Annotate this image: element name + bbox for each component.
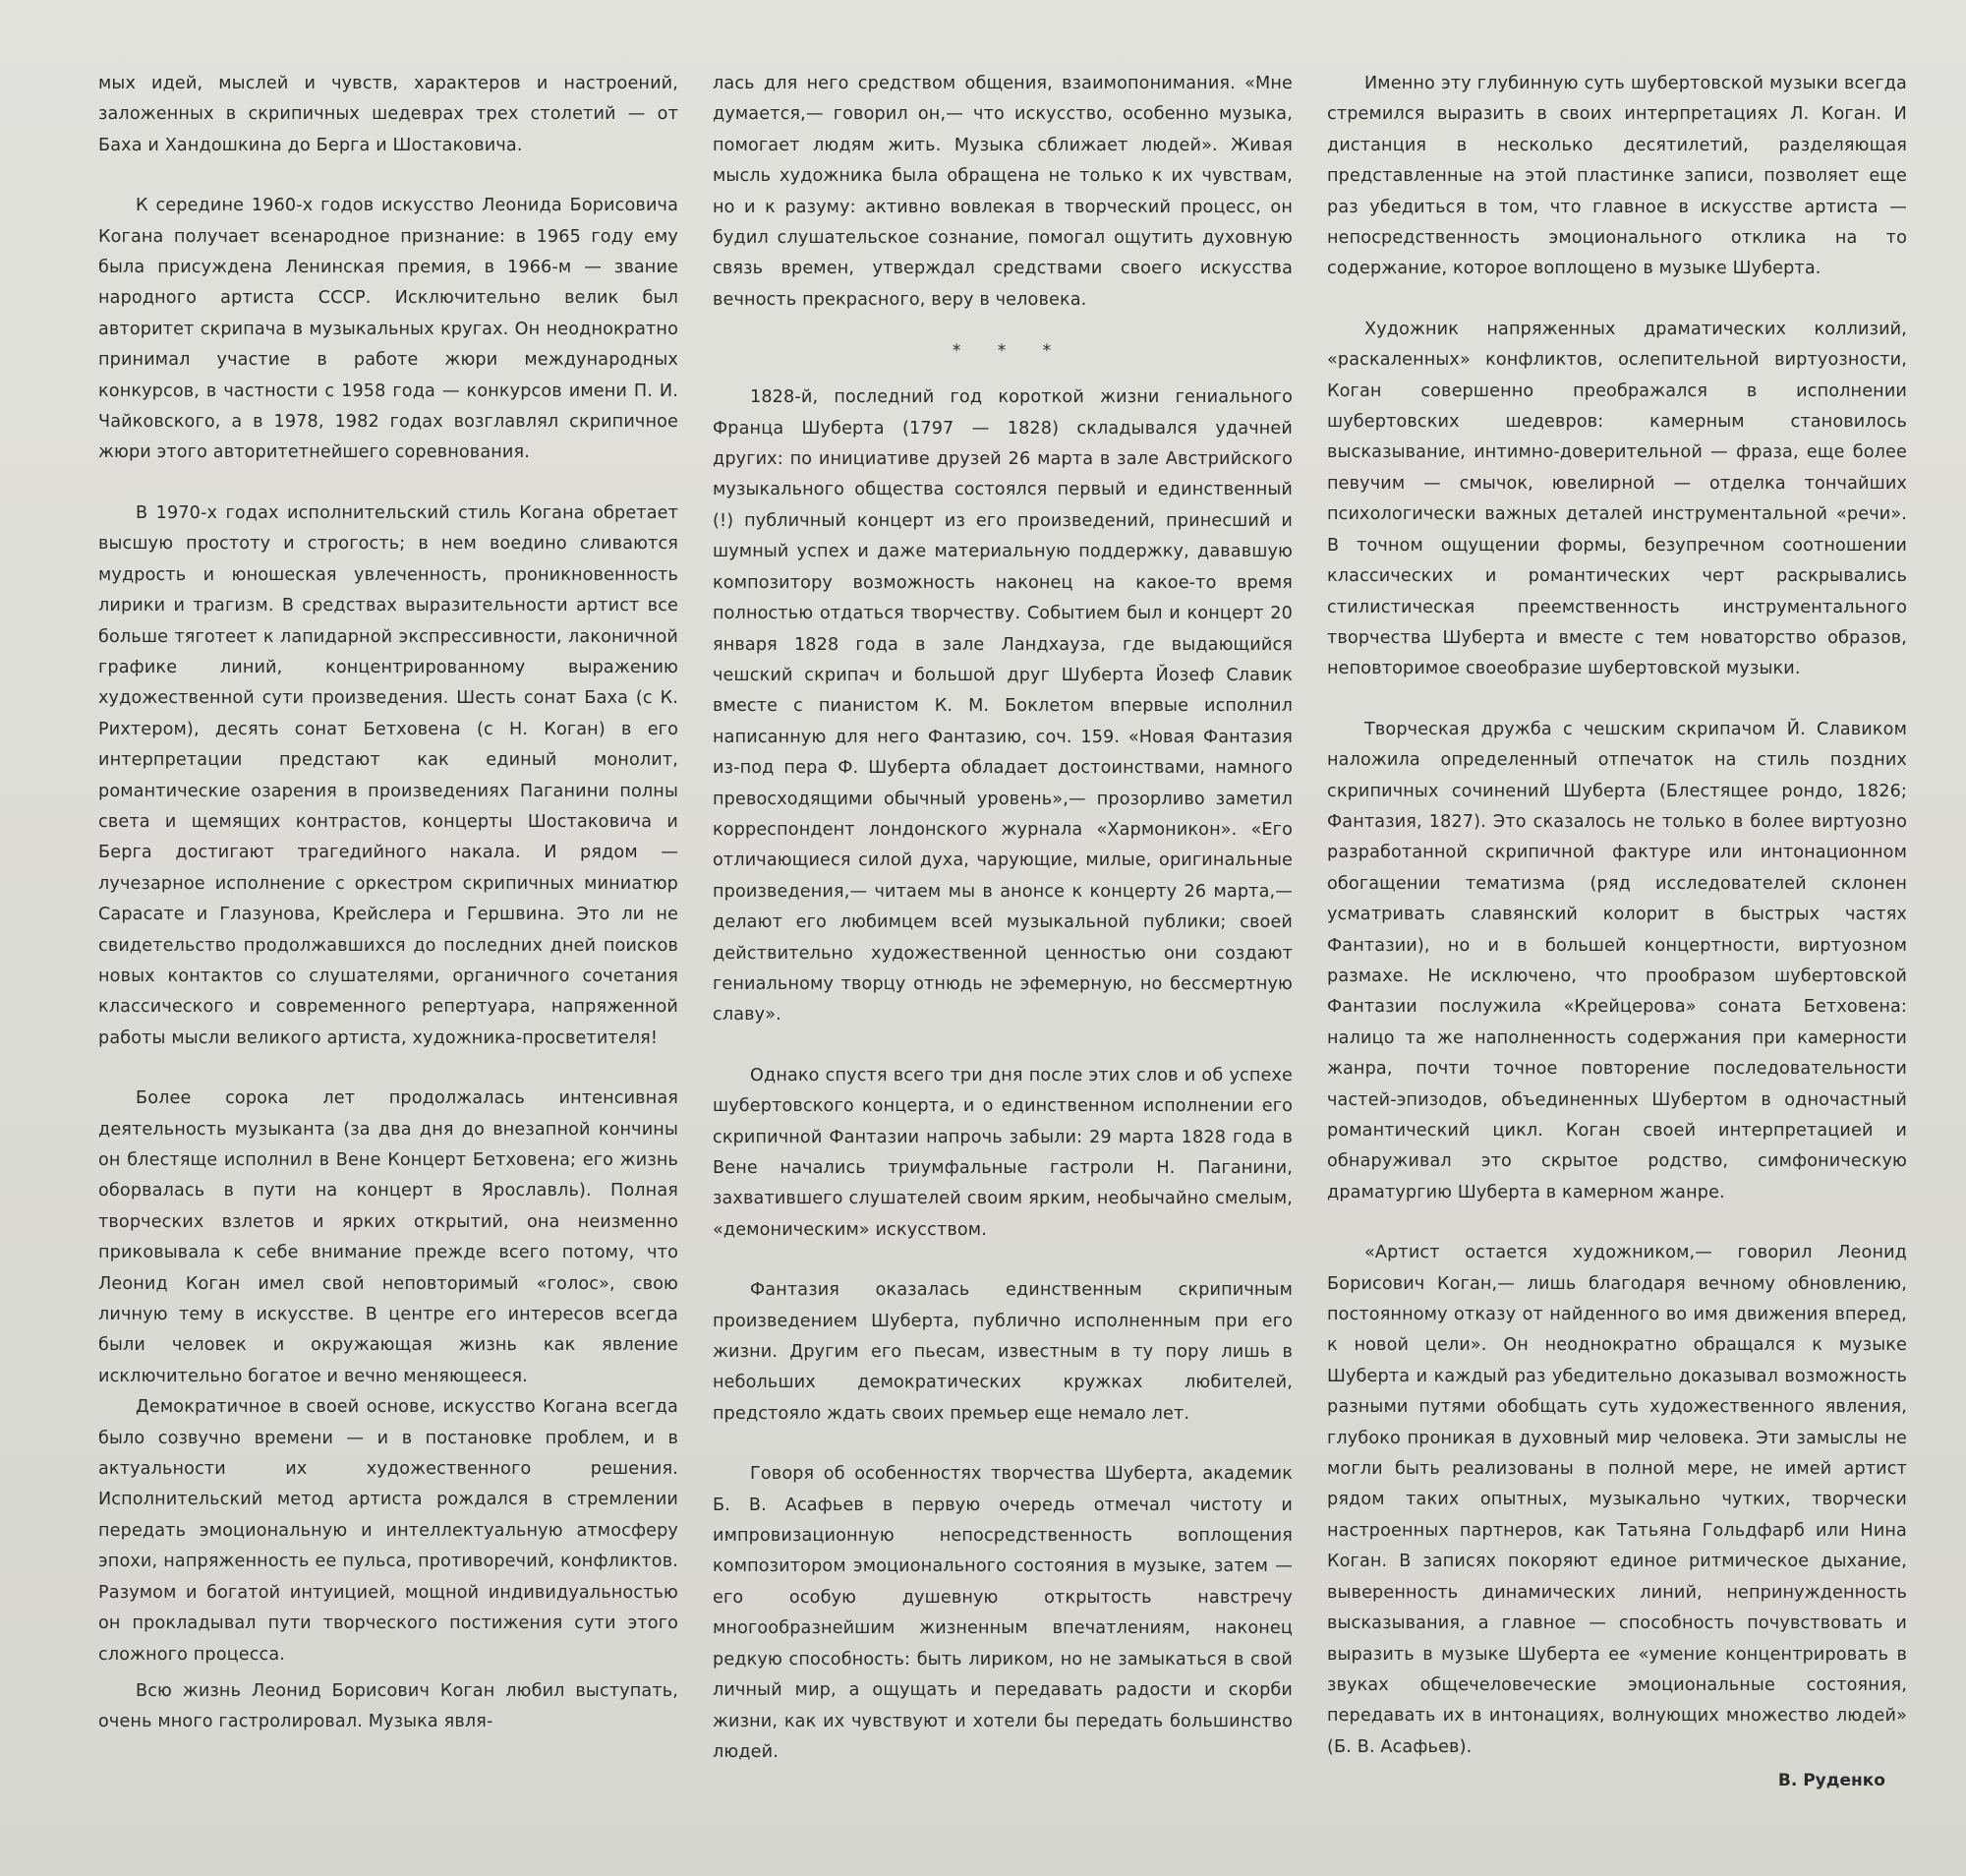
paragraph: Более сорока лет продолжалась интенсивная деятельность музыканта (за два дня до внезапной кончины он блестяще исполнил в Вене Концерт Бетховена; его жизнь оборвалась в пути на концерт в Ярославль). Полная творческих взлетов и ярких открытий, она неизменно приковывала к себе внимание прежде всего потому, что Леонид Коган имел свой неповторимый «голос», свою личную тему в искусстве. В центре его интересов всегда были человек и окружающая жизнь как явление исключительно богатое и вечно меняющееся. <box>98 1088 678 1386</box>
article-columns <box>98 69 1917 1797</box>
column-middle <box>713 69 1293 1797</box>
paragraph: «Артист остается художником,— говорил Леонид Борисович Коган,— лишь благодаря вечному обновлению, постоянному отказу от найденного во имя движения вперед, к новой цели». Он неоднократно обращался к музыке Шуберта и каждый раз убедительно доказывал возможность разными путями обобщать суть художественного явления, глубоко проникая в духовный мир человека. Эти замыслы не могли быть реализованы в полной мере, не имей артист рядом таких опытных, музыкально чутких, творчески настроенных партнеров, как Татьяна Гольдфарб или Нина Коган. В записях покоряют единое ритмическое дыхание, выверенность динамических линий, непринужденность высказывания, а главное — способность почувствовать и выразить в музыке Шуберта ее «умение концентрировать в звуках общечеловеческие эмоциональные состояния, передавать их в интонациях, волнующих множество людей» (Б. В. Асафьев). <box>1327 1243 1907 1757</box>
paragraph: Говоря об особенностях творчества Шуберта, академик Б. В. Асафьев в первую очередь отмечал чистоту и импровизационную непосредственность воплощения композитором эмоционального состояния в музыке, затем — его особую душевную открытость навстречу многообразнейшим жизненным впечатлениям, наконец редкую способность: быть лириком, но не замыкаться в свой личный мир, а ощущать и передавать радости и скорби жизни, как их чувствуют и хотели бы передать большинство людей. <box>713 1464 1293 1762</box>
paragraph: мых идей, мыслей и чувств, характеров и настроений, заложенных в скрипичных шедеврах трех столетий — от Баха и Хандошкина до Берга и Шостаковича. <box>98 74 678 155</box>
paragraph: В 1970-х годах исполнительский стиль Когана обретает высшую простоту и строгость; в нем воедино сливаются мудрость и юношеская увлеченность, проникновенность лирики и трагизм. В средствах выразительности артист все больше тяготеет к лапидарной экспрессивности, лаконичной графике линий, концентрированному выражению художественной сути произведения. Шесть сонат Баха (с К. Рихтером), десять сонат Бетховена (с Н. Коган) в его интерпретации предстают как единый монолит, романтические озарения в произведениях Паганини полны света и щемящих контрастов, концерты Шостаковича и Берга достигают трагедийного накала. И рядом — лучезарное исполнение с оркестром скрипичных миниатюр Сарасате и Глазунова, Крейслера и Гершвина. Это ли не свидетельство продолжавшихся до последних дней поисков новых контактов со слушателями, органичного сочетания классического и современного репертуара, напряженной работы мысли великого артиста, художника-просветителя! <box>98 502 678 1048</box>
paragraph: Художник напряженных драматических коллизий, «раскаленных» конфликтов, ослепительной виртуозности, Коган совершенно преображался в исполнении шубертовских шедевров: камерным становилось высказывание, интимно-доверительной — фраза, еще более певучим — смычок, ювелирной — отделка тончайших психологически важных деталей инструментальной «речи». В точном ощущении формы, безупречном соотношении классических и романтических черт раскрывались стилистическая преемственность инструментального творчества Шуберта и вместе с тем новаторство образов, неповторимое своеобразие шубертовской музыки. <box>1327 319 1907 679</box>
paragraph: Творческая дружба с чешским скрипачом Й. Славиком наложила определенный отпечаток на стиль поздних скрипичных сочинений Шуберта (Блестящее рондо, 1826; Фантазия, 1827). Это сказалось не только в более виртуозно разработанной скрипичной фактуре или интонационном обогащении тематизма (ряд исследователей склонен усматривать славянский колорит в быстрых частях Фантазии), но и в большей концертности, виртуозном размахе. Не исключено, что прообразом шубертовской Фантазии послужила «Крейцерова» соната Бетховена: налицо та же наполненность содержания при камерности жанра, почти точное повторение последовательности частей-эпизодов, объединенных Шубертом в одночастный романтический цикл. Коган своей интерпретацией и обнаруживал это скрытое родство, симфоническую драматургию Шуберта в камерном жанре. <box>1327 719 1907 1202</box>
column-right <box>1327 69 1907 1797</box>
paragraph: К середине 1960-х годов искусство Леонида Борисовича Когана получает всенародное признание: в 1965 году ему была присуждена Ленинская премия, в 1966-м — звание народного артиста СССР. Исключительно велик был авторитет скрипача в музыкальных кругах. Он неоднократно принимал участие в работе жюри международных конкурсов, в частности с 1958 года — конкурсов имени П. И. Чайковского, а в 1978, 1982 годах возглавлял скрипичное жюри этого авторитетнейшего соревнования. <box>98 196 678 463</box>
section-separator: * * * <box>952 341 1068 362</box>
column-left <box>98 69 678 1797</box>
paragraph: Фантазия оказалась единственным скрипичным произведением Шуберта, публично исполненным при его жизни. Другим его пьесам, известным в ту пору лишь в небольших демократических кружках любителей, предстояло ждать своих премьер еще немало лет. <box>713 1280 1293 1424</box>
paragraph: Демократичное в своей основе, искусство Когана всегда было созвучно времени — и в постановке проблем, и в актуальности их художественного решения. Исполнительский метод артиста рождался в стремлении передать эмоциональную и интеллектуальную атмосферу эпохи, напряженность ее пульса, противоречий, конфликтов. Разумом и богатой интуицией, мощной индивидуальностью он прокладывал пути творческого постижения сути этого сложного процесса. <box>98 1397 678 1665</box>
paragraph: 1828-й, последний год короткой жизни гениального Франца Шуберта (1797 — 1828) складывался удачней других: по инициативе друзей 26 марта в зале Австрийского музыкального общества состоялся первый и единственный (!) публичный концерт из его произведений, принесший и шумный успех и даже материальную поддержку, дававшую композитору возможность наконец на какое-то время полностью отдаться творчеству. Событием был и концерт 20 января 1828 года в зале Ландхауза, где выдающийся чешский скрипач и большой друг Шуберта Йозеф Славик вместе с пианистом К. М. Боклетом впервые исполнил написанную для него Фантазию, соч. 159. «Новая Фантазия из-под пера Ф. Шуберта обладает достоинствами, намного превосходящими обычный уровень»,— прозорливо заметил корреспондент лондонского журнала «Хармоникон». «Его отличающиеся силой духа, чарующие, милые, оригинальные произведения,— читаем мы в анонсе к концерту 26 марта,— делают его любимцем всей музыкальной публики; своей действительно художественной ценностью они создают гениальному творцу отнюдь не эфемерную, но бессмертную славу». <box>713 387 1293 1026</box>
paragraph: Всю жизнь Леонид Борисович Коган любил выступать, очень много гастролировал. Музыка явля- <box>98 1680 678 1732</box>
paragraph: лась для него средством общения, взаимопонимания. «Мне думается,— говорил он,— что искусство, особенно музыка, помогает людям жить. Музыка сближает людей». Живая мысль художника была обращена не только к их чувствам, но и к разуму: активно вовлекая в творческий процесс, он будил слушательское сознание, помогал ощутить духовную связь времен, утверждал средствами своего искусства вечность прекрасного, веру в человека. <box>713 74 1293 310</box>
paragraph: Именно эту глубинную суть шубертовской музыки всегда стремился выразить в своих интерпретациях Л. Коган. И дистанция в несколько десятилетий, разделяющая представленные на этой пластинке записи, позволяет еще раз убедиться в том, что главное в искусстве артиста — непосредственность эмоционального отклика на то содержание, которое воплощено в музыке Шуберта. <box>1327 74 1907 279</box>
author-signature: В. Руденко <box>1777 1771 1885 1791</box>
paragraph: Однако спустя всего три дня после этих слов и об успехе шубертовского концерта, и о единственном исполнении его скрипичной Фантазии напрочь забыли: 29 марта 1828 года в Вене начались триумфальные гастроли Н. Паганини, захватившего слушателей своим ярким, необычайно смелым, «демоническим» искусством. <box>713 1065 1293 1240</box>
